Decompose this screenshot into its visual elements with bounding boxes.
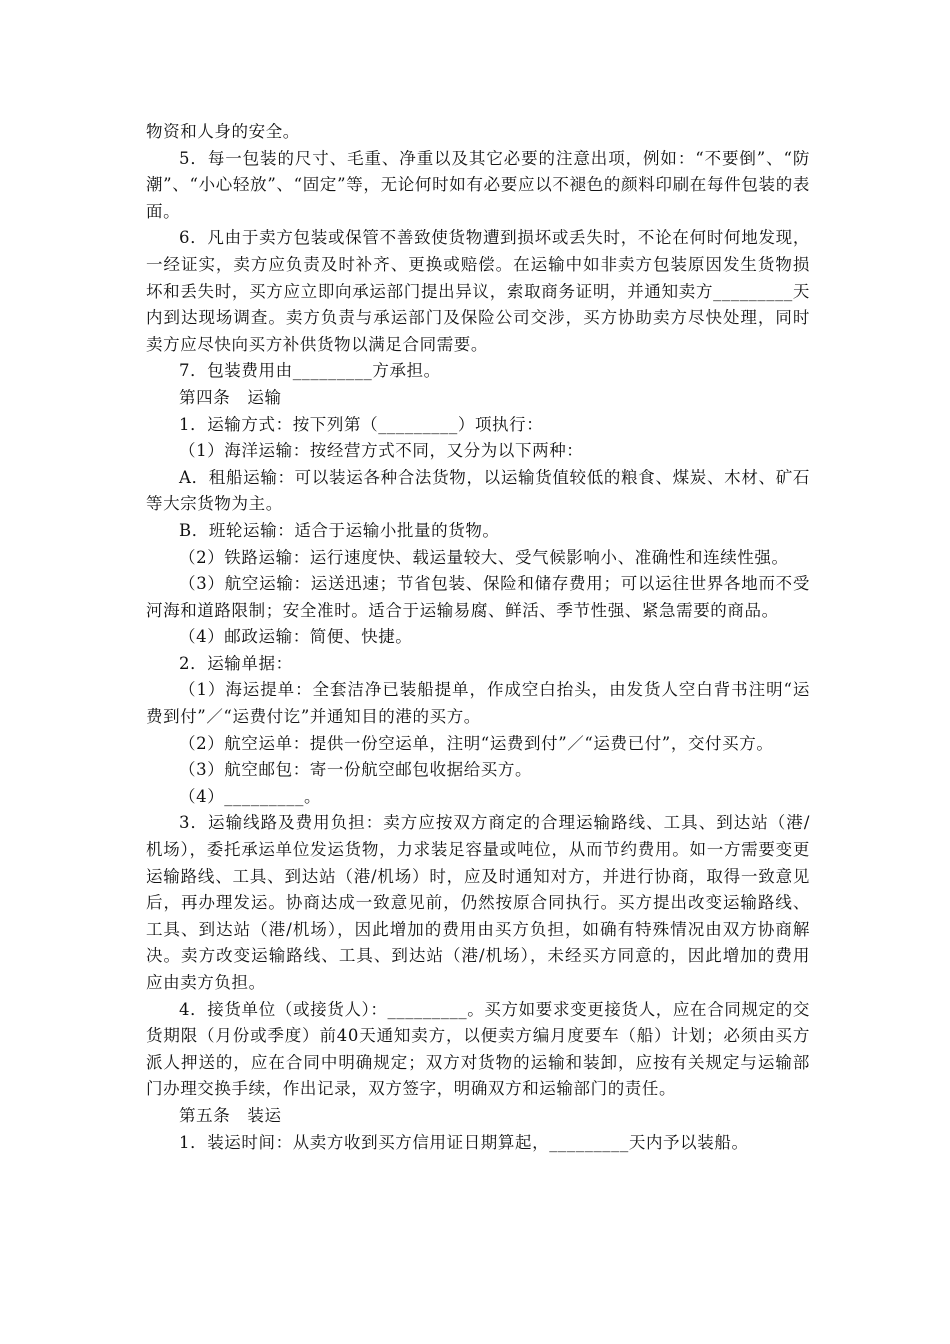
document-body: [146, 119, 810, 1156]
air-transport: （3）航空运输：运送迅速；节省包装、保险和储存费用；可以运往世界各地而不受河海和道路限制；安全准时。适合于运输易腐、鲜活、季节性强、紧急需要的商品。: [146, 574, 810, 620]
transport-route-cost: 3．运输线路及费用负担：卖方应按双方商定的合理运输路线、工具、到达站（港/机场），委托承运单位发运货物，力求装足容量或吨位，从而节约费用。如一方需要变更运输路线、工具、到达站（港/机场）时，应及时通知对方，并进行协商，取得一致意见后，再办理发运。协商达成一致意见前，仍然按原合同执行。买方提出改变运输路线、工具、到达站（港/机场），因此增加的费用由买方负担，如确有特殊情况由双方协商解决。卖方改变运输路线、工具、到达站（港/机场），未经买方同意的，因此增加的费用应由卖方负担。: [146, 813, 810, 992]
clause-7-packaging-cost: 7．包装费用由_________方承担。: [179, 361, 441, 381]
other-document: （4）_________。: [179, 786, 322, 806]
clause-6-packaging-damage: 6．凡由于卖方包装或保管不善致使货物遭到损坏或丢失时，不论在何时何地发现，一经证实，卖方应负责及时补齐、更换或赔偿。在运输中如非卖方包装原因发生货物损坏和丢失时，买方应立即向承运部门提出异议，索取商务证明，并通知卖方_________天内到达现场调查。卖方负责与承运部门及保险公司交涉，买方协助卖方尽快处理，同时卖方应尽快向买方补供货物以满足合同需要。: [146, 228, 810, 354]
shipment-time: 1．装运时间：从卖方收到买方信用证日期算起，_________天内予以装船。: [179, 1132, 749, 1152]
liner-shipping: B．班轮运输：适合于运输小批量的货物。: [179, 520, 500, 540]
article-5-heading: 第五条 装运: [179, 1105, 282, 1125]
transport-documents: 2．运输单据：: [179, 653, 293, 673]
paragraph-continuation: 物资和人身的安全。: [146, 122, 300, 141]
transport-method: 1．运输方式：按下列第（_________）项执行：: [179, 414, 544, 434]
air-waybill: （2）航空运单：提供一份空运单，注明“运费到付”／“运费已付”，交付买方。: [179, 733, 774, 753]
ocean-transport: （1）海洋运输：按经营方式不同，又分为以下两种：: [179, 441, 584, 461]
postal-transport: （4）邮政运输：简便、快捷。: [179, 627, 413, 647]
consignee: 4．接货单位（或接货人）：_________。买方如要求变更接货人，应在合同规定的交货期限（月份或季度）前40天通知卖方，以便卖方编月度要车（船）计划；必须由买方派人押送的，应在合同中明确规定；双方对货物的运输和装卸，应按有关规定与运输部门办理交换手续，作出记录，双方签字，明确双方和运输部门的责任。: [146, 999, 810, 1099]
charter-shipping: A．租船运输：可以装运各种合法货物，以运输货值较低的粮食、煤炭、木材、矿石等大宗货物为主。: [146, 467, 810, 514]
bill-of-lading: （1）海运提单：全套洁净已装船提单，作成空白抬头，由发货人空白背书注明“运费到付”／“运费付讫”并通知目的港的买方。: [146, 680, 810, 727]
clause-5-packaging-marks: 5．每一包装的尺寸、毛重、净重以及其它必要的注意出项，例如：“不要倒”、“防潮”、“小心轻放”、“固定”等，无论何时如有必要应以不褪色的颜料印刷在每件包装的表面。: [146, 148, 810, 221]
rail-transport: （2）铁路运输：运行速度快、载运量较大、受气候影响小、准确性和连续性强。: [179, 547, 789, 567]
air-parcel: （3）航空邮包：寄一份航空邮包收据给买方。: [179, 760, 533, 780]
article-4-heading: 第四条 运输: [179, 387, 282, 407]
